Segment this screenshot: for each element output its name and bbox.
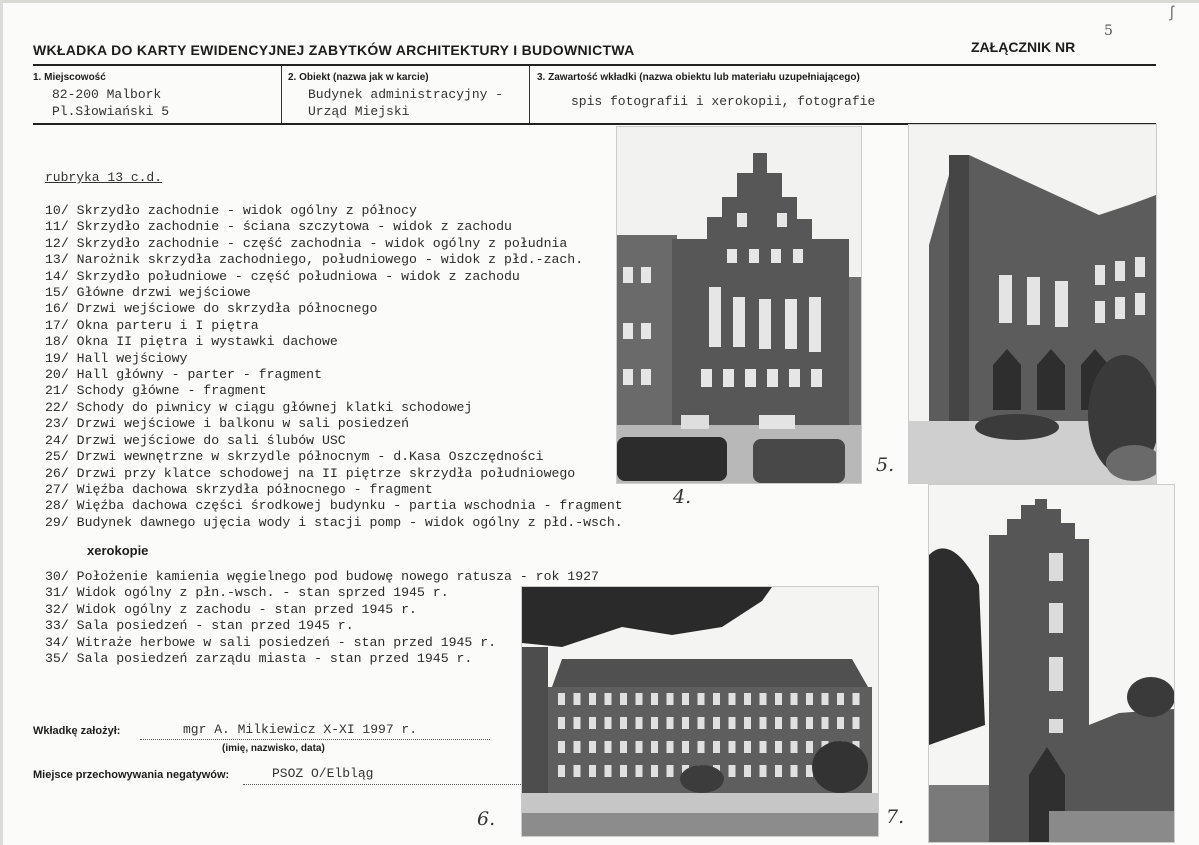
created-by-value: mgr A. Milkiewicz X-XI 1997 r. <box>183 722 418 737</box>
xerox-heading: xerokopie <box>87 543 149 558</box>
location-label: 1. Miejscowość <box>33 72 106 83</box>
list-item: 21/ Schody główne - fragment <box>45 383 267 399</box>
list-item: 14/ Skrzydło południowe - część południowa - widok z zachodu <box>45 268 520 284</box>
list-item: 15/ Główne drzwi wejściowe <box>45 285 251 301</box>
list-item: 19/ Hall wejściowy <box>45 350 188 366</box>
photo-7-gable-tower <box>928 484 1175 843</box>
list-item: 11/ Skrzydło zachodnie - ściana szczytowa - widok z zachodu <box>45 219 512 235</box>
field-divider-1 <box>281 66 282 123</box>
list-item: 27/ Więźba dachowa skrzydła północnego - fragment <box>45 481 433 497</box>
contents-value: spis fotografii i xerokopii, fotografie <box>571 94 876 109</box>
list-item: 10/ Skrzydło zachodnie - widok ogólny z północy <box>45 203 417 218</box>
list-item: 22/ Schody do piwnicy w ciągu głównej klatki schodowej <box>45 399 473 415</box>
list-item: 32/ Widok ogólny z zachodu - stan przed 1945 r. <box>45 601 417 617</box>
list-item: 24/ Drzwi wejściowe do sali ślubów USC <box>45 432 346 448</box>
photo-6-south-wing <box>521 586 879 837</box>
object-line-1: Budynek administracyjny - <box>308 87 504 102</box>
photo-number-7: 7. <box>886 806 905 828</box>
list-item: 29/ Budynek dawnego ujęcia wody i stacji pomp - widok ogólny z płd.-wsch. <box>45 514 623 530</box>
list-item: 13/ Narożnik skrzydła zachodniego, południowego - widok z płd.-zach. <box>45 252 584 268</box>
created-by-label: Wkładkę założył: <box>33 725 121 737</box>
list-item: 16/ Drzwi wejściowe do skrzydła północnego <box>45 301 378 317</box>
photo-4-west-wing-gable <box>616 126 862 484</box>
contents-label: 3. Zawartość wkładki (nazwa obiektu lub materiału uzupełniającego) <box>537 72 860 83</box>
photo-5-wing-corner <box>908 124 1157 484</box>
list-item: 18/ Okna II piętra i wystawki dachowe <box>45 334 338 350</box>
list-item: 23/ Drzwi wejściowe i balkonu w sali posiedzeń <box>45 416 410 432</box>
location-line-2: Pl.Słowiański 5 <box>52 104 170 119</box>
page-edge-top <box>0 0 1199 3</box>
list-item: 20/ Hall główny - parter - fragment <box>45 367 322 383</box>
list-item: 12/ Skrzydło zachodnie - część zachodnia - widok ogólny z południa <box>45 235 568 251</box>
created-by-caption: (imię, nazwisko, data) <box>222 743 325 754</box>
object-line-2: Urząd Miejski <box>308 104 410 119</box>
location-line-1: 82-200 Malbork <box>52 87 162 102</box>
xerox-list <box>45 569 599 667</box>
list-item: 33/ Sala posiedzeń - stan przed 1945 r. <box>45 618 354 634</box>
photo-number-4: 4. <box>673 486 692 508</box>
created-by-line <box>140 739 490 740</box>
annex-number: 5 <box>1104 23 1113 39</box>
photo-number-6: 6. <box>477 808 496 830</box>
list-item: 31/ Widok ogólny z płn.-wsch. - stan sprzed 1945 r. <box>45 585 449 601</box>
list-item: 34/ Witraże herbowe w sali posiedzeń - stan przed 1945 r. <box>45 634 497 650</box>
corner-pencil-mark: ʃ <box>1170 4 1174 21</box>
header-rule <box>33 64 1156 66</box>
list-item: 25/ Drzwi wewnętrzne w skrzydle północnym - d.Kasa Oszczędności <box>45 449 544 465</box>
list-item: 28/ Więźba dachowa części środkowej budynku - partia wschodnia - fragment <box>45 498 623 514</box>
negatives-storage-label: Miejsce przechowywania negatywów: <box>33 769 230 781</box>
list-item: 26/ Drzwi przy klatce schodowej na II piętrze skrzydła południowego <box>45 465 576 481</box>
negatives-storage-value: PSOZ O/Elbląg <box>272 766 374 781</box>
photo-number-5: 5. <box>876 454 895 476</box>
annex-label: ZAŁĄCZNIK NR <box>971 39 1076 55</box>
field-divider-2 <box>529 66 530 123</box>
object-label: 2. Obiekt (nazwa jak w karcie) <box>288 72 429 83</box>
photo-list <box>45 203 623 531</box>
list-item: 35/ Sala posiedzeń zarządu miasta - stan przed 1945 r. <box>45 651 473 667</box>
form-title: WKŁADKA DO KARTY EWIDENCYJNEJ ZABYTKÓW ARCHITEKTURY I BUDOWNICTWA <box>33 42 635 58</box>
negatives-storage-line <box>243 784 521 785</box>
list-item: 30/ Położenie kamienia węgielnego pod budowę nowego ratusza - rok 1927 <box>45 569 599 584</box>
section-heading: rubryka 13 c.d. <box>45 170 163 185</box>
page-edge-left <box>0 0 3 845</box>
list-item: 17/ Okna parteru i I piętra <box>45 317 259 333</box>
